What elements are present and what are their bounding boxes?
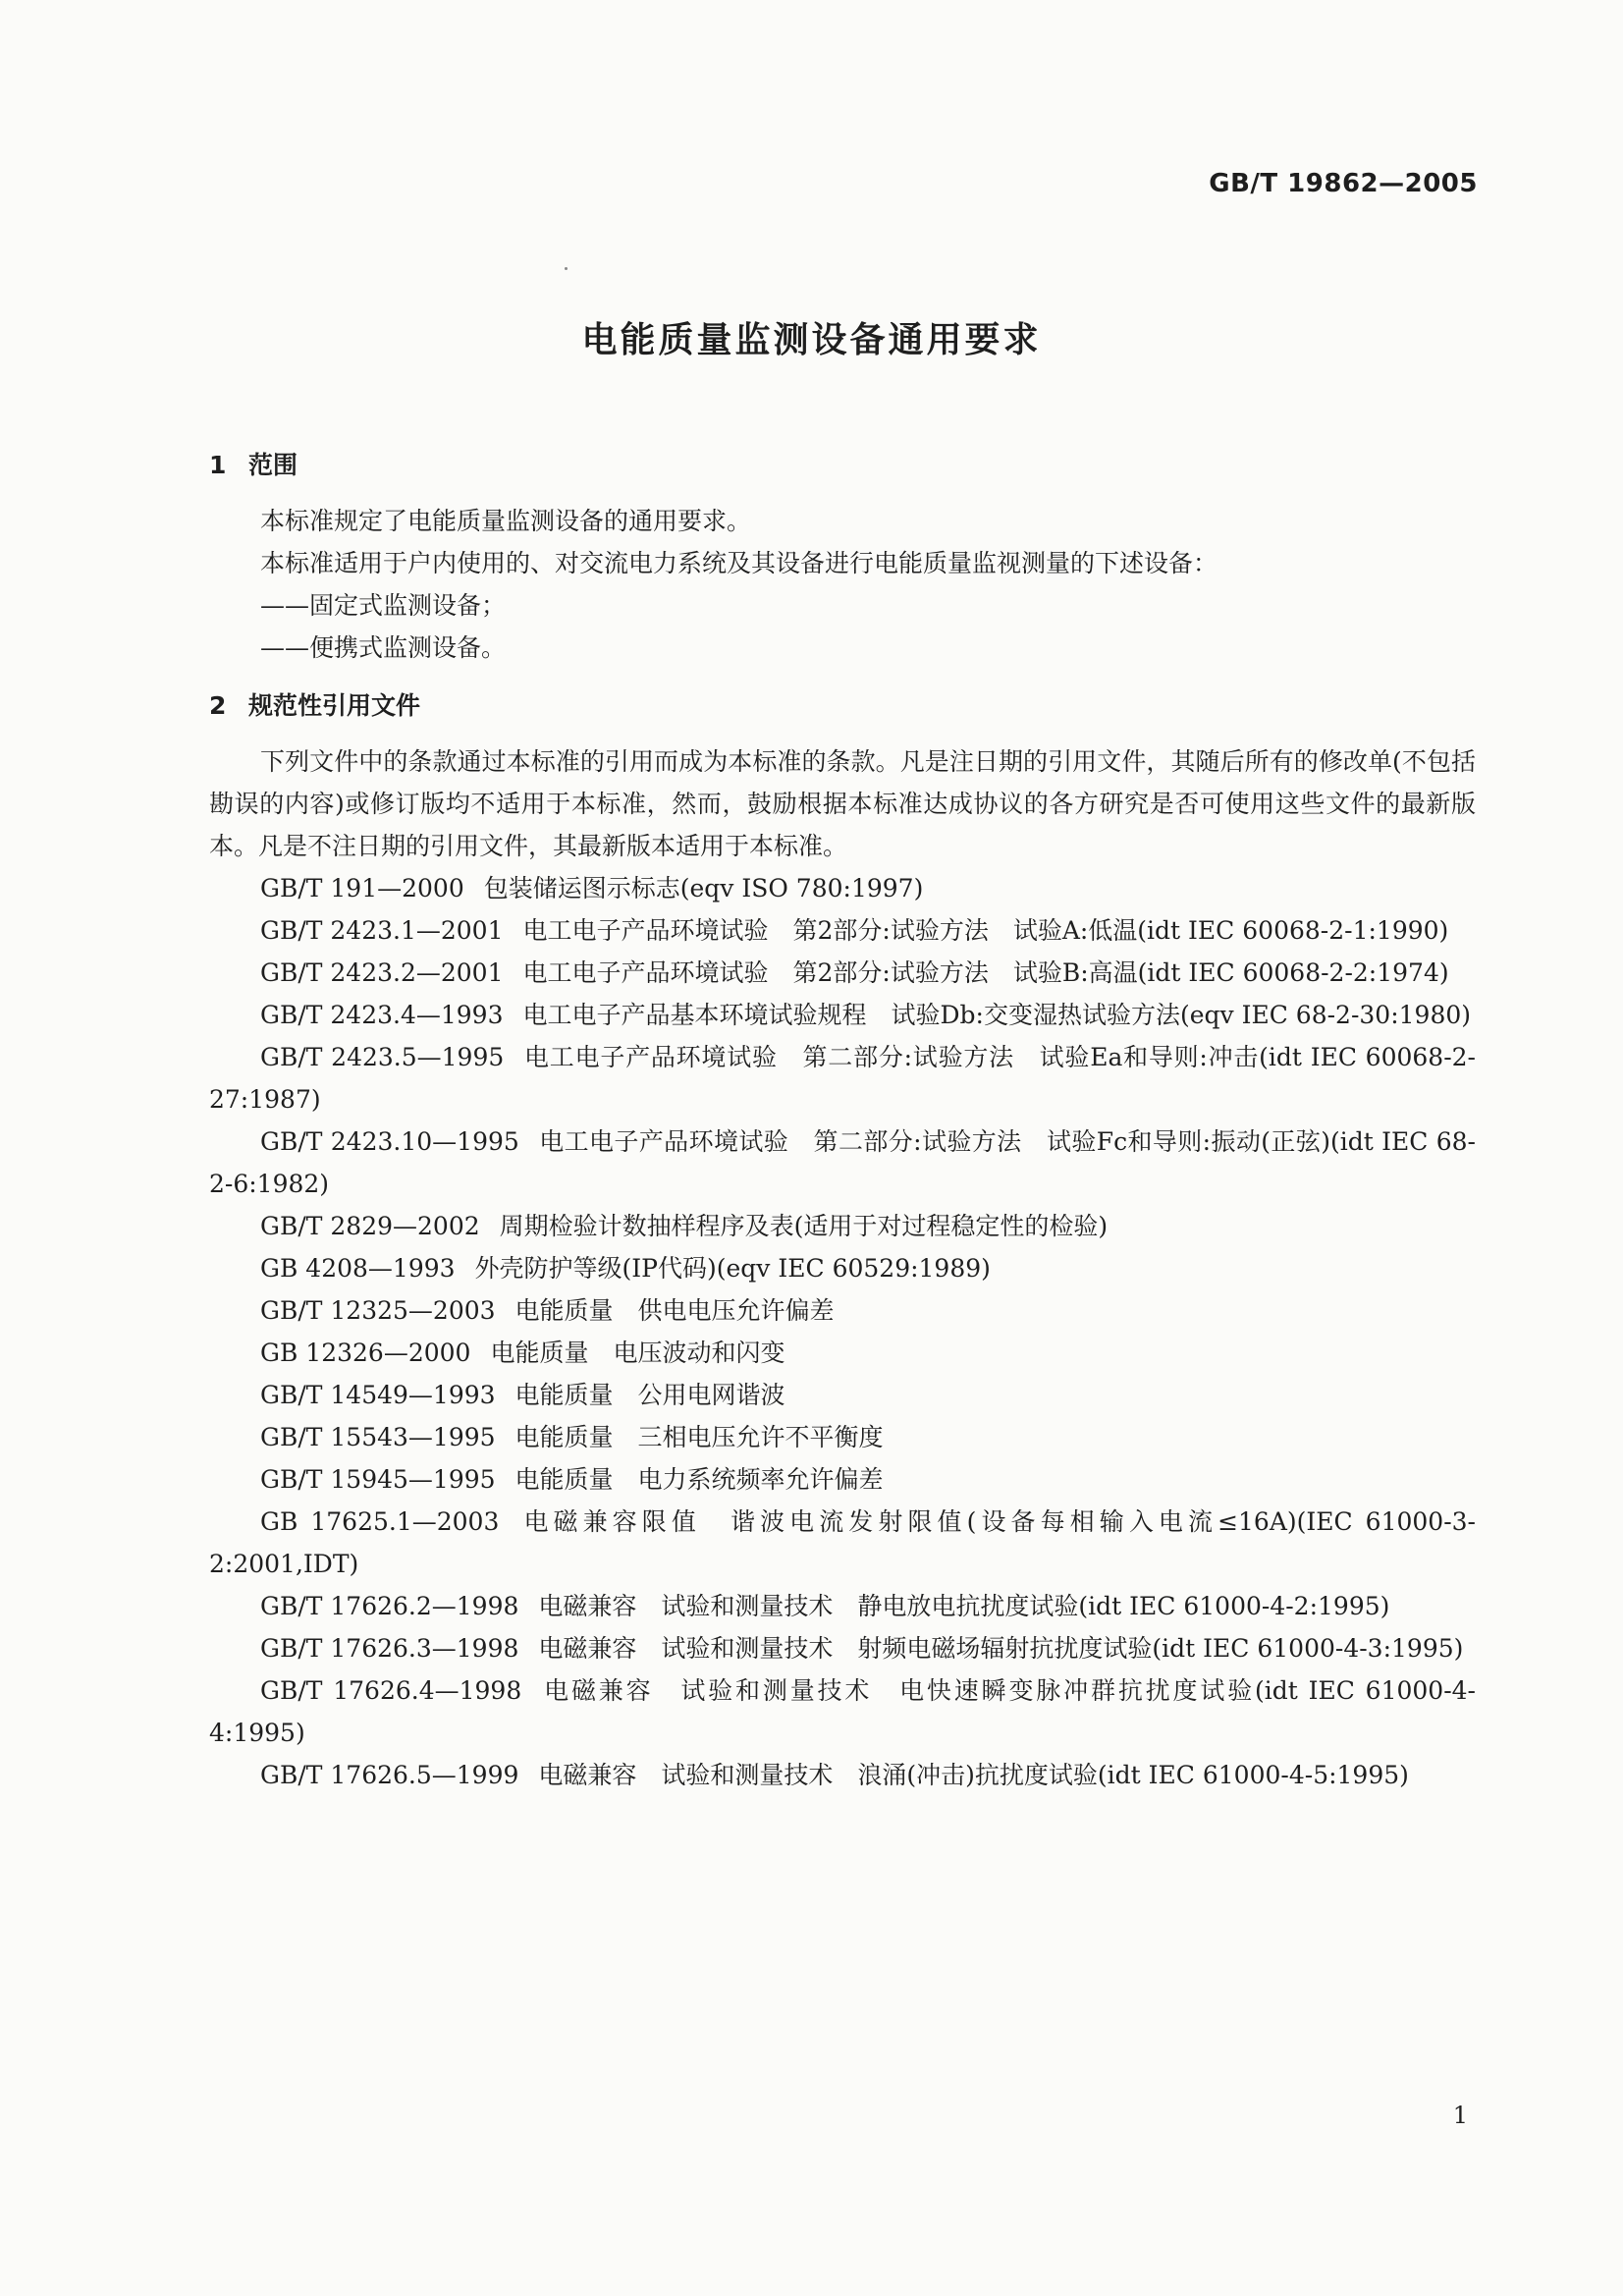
reference-code: GB/T 2829—2002 xyxy=(260,1212,480,1240)
reference-code: GB/T 2423.10—1995 xyxy=(260,1127,519,1156)
reference-item xyxy=(209,1458,1476,1501)
reference-title: 电磁兼容 试验和测量技术 射频电磁场辐射抗扰度试验(idt IEC 61000-4-3:1995) xyxy=(538,1634,1464,1663)
reference-code: GB 12326—2000 xyxy=(260,1339,471,1367)
section-number: 2 xyxy=(209,691,227,720)
reference-title: 电工电子产品环境试验 第2部分:试验方法 试验B:高温(idt IEC 60068-2-2:1974) xyxy=(522,958,1449,987)
reference-item xyxy=(209,1332,1476,1374)
reference-title: 电工电子产品环境试验 第二部分:试验方法 试验Ea和导则:冲击(idt IEC 60068-2-27:1987) xyxy=(209,1043,1476,1114)
reference-title: 电磁兼容限值 谐波电流发射限值(设备每相输入电流≤16A)(IEC 61000-3-2:2001,IDT) xyxy=(209,1507,1476,1578)
scan-speck xyxy=(565,267,568,270)
reference-title: 外壳防护等级(IP代码)(eqv IEC 60529:1989) xyxy=(474,1254,991,1283)
reference-code: GB/T 17626.4—1998 xyxy=(260,1676,522,1705)
reference-title: 电磁兼容 试验和测量技术 浪涌(冲击)抗扰度试验(idt IEC 61000-4-5:1995) xyxy=(538,1761,1409,1789)
reference-code: GB/T 2423.2—2001 xyxy=(260,958,504,987)
reference-title: 电磁兼容 试验和测量技术 电快速瞬变脉冲群抗扰度试验(idt IEC 61000-4-4:1995) xyxy=(209,1676,1476,1747)
reference-item xyxy=(209,1374,1476,1416)
reference-title: 电能质量 电压波动和闪变 xyxy=(490,1339,785,1367)
reference-title: 电工电子产品环境试验 第二部分:试验方法 试验Fc和导则:振动(正弦)(idt IEC 68-2-6:1982) xyxy=(209,1127,1476,1198)
section-heading-normative-references xyxy=(209,684,1476,727)
reference-code: GB 17625.1—2003 xyxy=(260,1507,500,1536)
standard-number: GB/T 19862—2005 xyxy=(1209,169,1478,198)
reference-code: GB/T 14549—1993 xyxy=(260,1381,496,1409)
reference-code: GB/T 15945—1995 xyxy=(260,1465,496,1494)
reference-item xyxy=(209,1205,1476,1247)
reference-title: 电能质量 电力系统频率允许偏差 xyxy=(514,1465,884,1494)
paragraph: 本标准适用于户内使用的、对交流电力系统及其设备进行电能质量监视测量的下述设备： xyxy=(260,549,1218,577)
reference-title: 电磁兼容 试验和测量技术 静电放电抗扰度试验(idt IEC 61000-4-2:1995) xyxy=(538,1592,1390,1620)
reference-item xyxy=(209,952,1476,994)
reference-item xyxy=(209,994,1476,1036)
reference-item xyxy=(209,1501,1476,1585)
reference-code: GB/T 2423.5—1995 xyxy=(260,1043,505,1071)
section-heading-scope xyxy=(209,444,1476,486)
reference-code: GB/T 191—2000 xyxy=(260,874,464,902)
intro-paragraph: 下列文件中的条款通过本标准的引用而成为本标准的条款。凡是注日期的引用文件，其随后所有的修改单(不包括勘误的内容)或修订版均不适用于本标准，然而，鼓励根据本标准达成协议的各方研究是否可使用这些文件的最新版本。凡是不注日期的引用文件，其最新版本适用于本标准。 xyxy=(209,747,1476,860)
reference-item xyxy=(209,1627,1476,1669)
reference-code: GB 4208—1993 xyxy=(260,1254,456,1283)
reference-code: GB/T 15543—1995 xyxy=(260,1423,496,1451)
reference-list xyxy=(209,867,1476,1796)
reference-code: GB/T 2423.1—2001 xyxy=(260,916,504,945)
reference-title: 电能质量 三相电压允许不平衡度 xyxy=(514,1423,884,1451)
reference-title: 电能质量 供电电压允许偏差 xyxy=(514,1296,835,1325)
document-body xyxy=(209,444,1476,1796)
reference-item xyxy=(209,1036,1476,1121)
reference-title: 电工电子产品基本环境试验规程 试验Db:交变湿热试验方法(eqv IEC 68-2-30:1980) xyxy=(522,1001,1472,1029)
reference-code: GB/T 12325—2003 xyxy=(260,1296,496,1325)
reference-item xyxy=(209,1585,1476,1627)
section-title: 规范性引用文件 xyxy=(248,691,421,720)
reference-title: 包装储运图示标志(eqv ISO 780:1997) xyxy=(483,874,924,902)
reference-item xyxy=(209,909,1476,952)
section-number: 1 xyxy=(209,451,227,479)
reference-code: GB/T 17626.2—1998 xyxy=(260,1592,519,1620)
page-title: 电能质量监测设备通用要求 xyxy=(581,320,1042,360)
reference-item xyxy=(209,1121,1476,1205)
reference-item xyxy=(209,1669,1476,1754)
reference-title: 周期检验计数抽样程序及表(适用于对过程稳定性的检验) xyxy=(499,1212,1109,1240)
list-item: ——便携式监测设备。 xyxy=(260,633,507,662)
reference-item xyxy=(209,1289,1476,1332)
reference-item xyxy=(209,1416,1476,1458)
reference-item xyxy=(209,1247,1476,1289)
reference-item xyxy=(209,867,1476,909)
paragraph: 本标准规定了电能质量监测设备的通用要求。 xyxy=(260,507,752,535)
reference-item xyxy=(209,1754,1476,1796)
list-item: ——固定式监测设备； xyxy=(260,591,507,620)
reference-code: GB/T 17626.3—1998 xyxy=(260,1634,519,1663)
reference-code: GB/T 17626.5—1999 xyxy=(260,1761,519,1789)
page-number: 1 xyxy=(1452,2102,1468,2129)
section-title: 范围 xyxy=(248,451,298,479)
reference-code: GB/T 2423.4—1993 xyxy=(260,1001,504,1029)
reference-title: 电能质量 公用电网谐波 xyxy=(514,1381,785,1409)
reference-title: 电工电子产品环境试验 第2部分:试验方法 试验A:低温(idt IEC 60068-2-1:1990) xyxy=(522,916,1449,945)
